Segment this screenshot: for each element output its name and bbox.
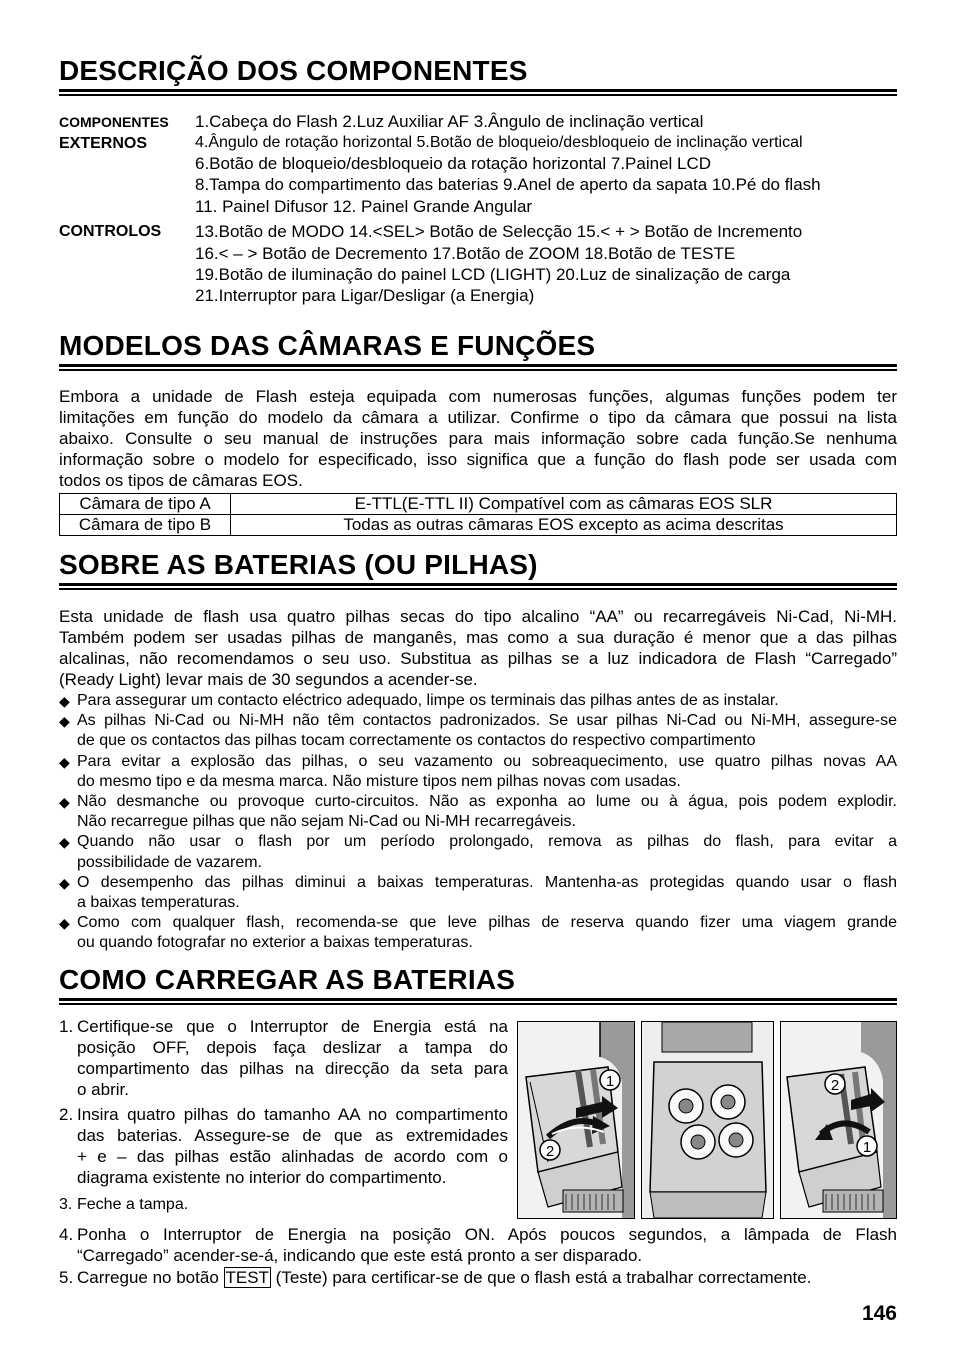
- paragraph-line: abaixo. Consulte o seu manual de instruções para mais informação sobre cada função.Se nenhuma: [59, 429, 897, 448]
- section-title-batteries: SOBRE AS BATERIAS (OU PILHAS): [59, 549, 538, 580]
- list-item-line: Para assegurar um contacto eléctrico adequado, limpe os terminais das pilhas antes de as instalar.: [77, 692, 779, 709]
- list-item-line: Para evitar a explosão das pilhas, o seu vazamento ou sobreaquecimento, use quatro pilhas novas AA: [77, 752, 897, 770]
- list-item: [59, 873, 897, 913]
- step-number: 3.: [59, 1196, 73, 1213]
- list-item-line: do mesmo tipo e da mesma marca. Não misture tipos nem pilhas novas com usadas.: [77, 772, 681, 790]
- diamond-bullet-icon: ◆: [59, 794, 70, 811]
- step-item: [59, 1104, 508, 1188]
- table-cell: Todas as outras câmaras EOS excepto as acima descritas: [231, 515, 897, 536]
- paragraph-line: alcalinas, não recomendamos o seu uso. Substitua as pilhas se a luz indicadora de Flash “Carregado”: [59, 649, 897, 668]
- step-item: [59, 1224, 897, 1266]
- page-number: 146: [861, 1302, 897, 1325]
- diamond-bullet-icon: ◆: [59, 915, 70, 932]
- illustration-close-cover: [780, 1021, 897, 1219]
- step-line: “Carregado” acender-se-á, indicando que este está pronto a ser disparado.: [77, 1246, 643, 1265]
- diamond-bullet-icon: ◆: [59, 834, 70, 851]
- section-title-models: MODELOS DAS CÂMARAS E FUNÇÕES: [59, 330, 596, 361]
- table-cell: Câmara de tipo A: [60, 494, 231, 515]
- figure-marker-2: 2: [830, 1077, 840, 1094]
- step-text: Carregue no botão: [77, 1268, 224, 1287]
- step-line: + e – das pilhas estão alinhadas de acordo com o: [77, 1147, 508, 1166]
- diamond-bullet-icon: ◆: [59, 753, 70, 770]
- paragraph-line: Também podem ser usadas pilhas de manganês, mas como a sua duração é menor que a das pilhas: [59, 628, 897, 647]
- section-title-components: DESCRIÇÃO DOS COMPONENTES: [59, 55, 528, 86]
- step-line: posição OFF, depois faça deslizar a tampa do: [77, 1038, 508, 1057]
- table-cell: E-TTL(E-TTL II) Compatível com as câmaras EOS SLR: [231, 494, 897, 515]
- section-rule: [59, 89, 897, 97]
- step-item: [59, 1194, 508, 1215]
- table-row: [60, 515, 897, 536]
- table-cell: Câmara de tipo B: [60, 515, 231, 536]
- step-number: 4.: [59, 1225, 74, 1244]
- list-item: [59, 711, 897, 751]
- figure-marker-2: 2: [545, 1143, 555, 1160]
- controls-line: 19.Botão de iluminação do painel LCD (LIGHT) 20.Luz de sinalização de carga: [195, 265, 791, 284]
- paragraph-line: Embora a unidade de Flash esteja equipada com numerosas funções, algumas funções podem ter: [59, 387, 897, 406]
- step-line: diagrama existente no interior do compartimento.: [77, 1168, 447, 1187]
- diamond-bullet-icon: ◆: [59, 874, 70, 891]
- paragraph-line: Esta unidade de flash usa quatro pilhas secas do tipo alcalino “AA” ou recarregáveis Ni-Cad, Ni-MH.: [59, 607, 897, 626]
- section-rule: [59, 583, 897, 591]
- battery-warnings-list: [59, 691, 897, 954]
- list-item-line: ou quando fotografar no exterior a baixas temperaturas.: [77, 934, 473, 952]
- list-item-line: Quando não usar o flash por um período prolongado, remova as pilhas do flash, para evitar a: [77, 833, 897, 851]
- external-line: 4.Ângulo de rotação horizontal 5.Botão de bloqueio/desbloqueio de inclinação vertical: [195, 134, 803, 151]
- list-item: [59, 792, 897, 832]
- diamond-bullet-icon: ◆: [59, 713, 70, 730]
- step-line: o abrir.: [77, 1080, 129, 1099]
- step-line: [77, 1267, 897, 1288]
- external-line: 1.Cabeça do Flash 2.Luz Auxiliar AF 3.Ângulo de inclinação vertical: [195, 112, 704, 131]
- figure-marker-1: 1: [605, 1073, 615, 1090]
- controls-line: 13.Botão de MODO 14.<SEL> Botão de Selecção 15.< + > Botão de Incremento: [195, 222, 803, 241]
- loading-steps-bottom: [59, 1224, 897, 1288]
- battery-loading-illustrations: [517, 1021, 897, 1219]
- section-title-loading: COMO CARREGAR AS BATERIAS: [59, 964, 516, 995]
- list-item-line: de que os contactos das pilhas tocam correctamente os contactos do respectivo compartimento: [77, 732, 756, 750]
- external-line: 11. Painel Difusor 12. Painel Grande Angular: [195, 197, 533, 216]
- external-line: 6.Botão de bloqueio/desbloqueio da rotação horizontal 7.Painel LCD: [195, 154, 712, 173]
- step-number: 5.: [59, 1268, 74, 1287]
- external-line: 8.Tampa do compartimento das baterias 9.Anel de aperto da sapata 10.Pé do flash: [195, 175, 821, 194]
- figure-marker-1: 1: [862, 1139, 872, 1156]
- loading-steps-left: [59, 1016, 508, 1215]
- controls-line: 21.Interruptor para Ligar/Desligar (a Energia): [195, 286, 535, 305]
- list-item-line: As pilhas Ni-Cad ou Ni-MH não têm contactos padronizados. Se usar pilhas Ni-Cad ou Ni-MH, assegure-se: [77, 712, 897, 730]
- camera-type-table: [59, 493, 897, 536]
- list-item-line: Não desmanche ou provoque curto-circuitos. Não as exponha ao lume ou à água, pois podem explodir.: [77, 793, 897, 811]
- step-line: das baterias. Assegure-se de que as extremidades: [77, 1126, 508, 1145]
- table-row: [60, 494, 897, 515]
- list-item: [59, 752, 897, 792]
- controls-line: 16.< – > Botão de Decremento 17.Botão de ZOOM 18.Botão de TESTE: [195, 244, 736, 263]
- list-item-line: a baixas temperaturas.: [77, 894, 240, 912]
- controls-label: CONTROLOS: [59, 223, 162, 240]
- external-label-line1: COMPONENTES: [59, 114, 169, 130]
- illustration-insert-batteries: [641, 1021, 774, 1219]
- paragraph-line: limitações em função do modelo da câmara a utilizar. Confirme o tipo da câmara que possui na lista: [59, 408, 897, 427]
- step-number: 2.: [59, 1105, 74, 1124]
- paragraph-line: informação sobre o modelo for especificado, isso significa que a função do flash pode ser usada com: [59, 450, 897, 469]
- paragraph-line: todos os tipos de câmaras EOS.: [59, 471, 303, 490]
- list-item-line: Não recarregue pilhas que não sejam Ni-Cad ou Ni-MH recarregáveis.: [77, 813, 576, 831]
- list-item: [59, 832, 897, 872]
- test-button-label: TEST: [225, 1268, 269, 1287]
- step-line: compartimento das pilhas na direcção da seta para: [77, 1059, 508, 1078]
- paragraph-line: (Ready Light) levar mais de 30 segundos a acender-se.: [59, 670, 478, 689]
- step-number: 1.: [59, 1017, 74, 1036]
- models-paragraph: [59, 386, 897, 491]
- step-item: [59, 1016, 508, 1100]
- list-item: [59, 913, 897, 953]
- section-rule: [59, 998, 897, 1006]
- list-item: [59, 691, 897, 711]
- list-item-line: possibilidade de vazarem.: [77, 853, 262, 871]
- illustration-open-cover: [517, 1021, 635, 1219]
- list-item-line: O desempenho das pilhas diminui a baixas temperaturas. Mantenha-as protegidas quando usar o flash: [77, 873, 897, 891]
- external-label-line2: EXTERNOS: [59, 135, 148, 152]
- step-line: Insira quatro pilhas do tamanho AA no compartimento: [77, 1105, 508, 1124]
- diamond-bullet-icon: ◆: [59, 693, 70, 709]
- step-line: Ponha o Interruptor de Energia na posição ON. Após poucos segundos, a lâmpada de Flash: [77, 1225, 897, 1244]
- step-line: Feche a tampa.: [77, 1196, 189, 1213]
- step-text: (Teste) para certificar-se de que o flash está a trabalhar correctamente.: [270, 1268, 812, 1287]
- batteries-paragraph: [59, 606, 897, 690]
- step-item: [59, 1267, 897, 1288]
- step-line: Certifique-se que o Interruptor de Energia está na: [77, 1017, 508, 1036]
- list-item-line: Como com qualquer flash, recomenda-se que leve pilhas de reserva quando fizer uma viagem grande: [77, 914, 897, 932]
- section-rule: [59, 364, 897, 372]
